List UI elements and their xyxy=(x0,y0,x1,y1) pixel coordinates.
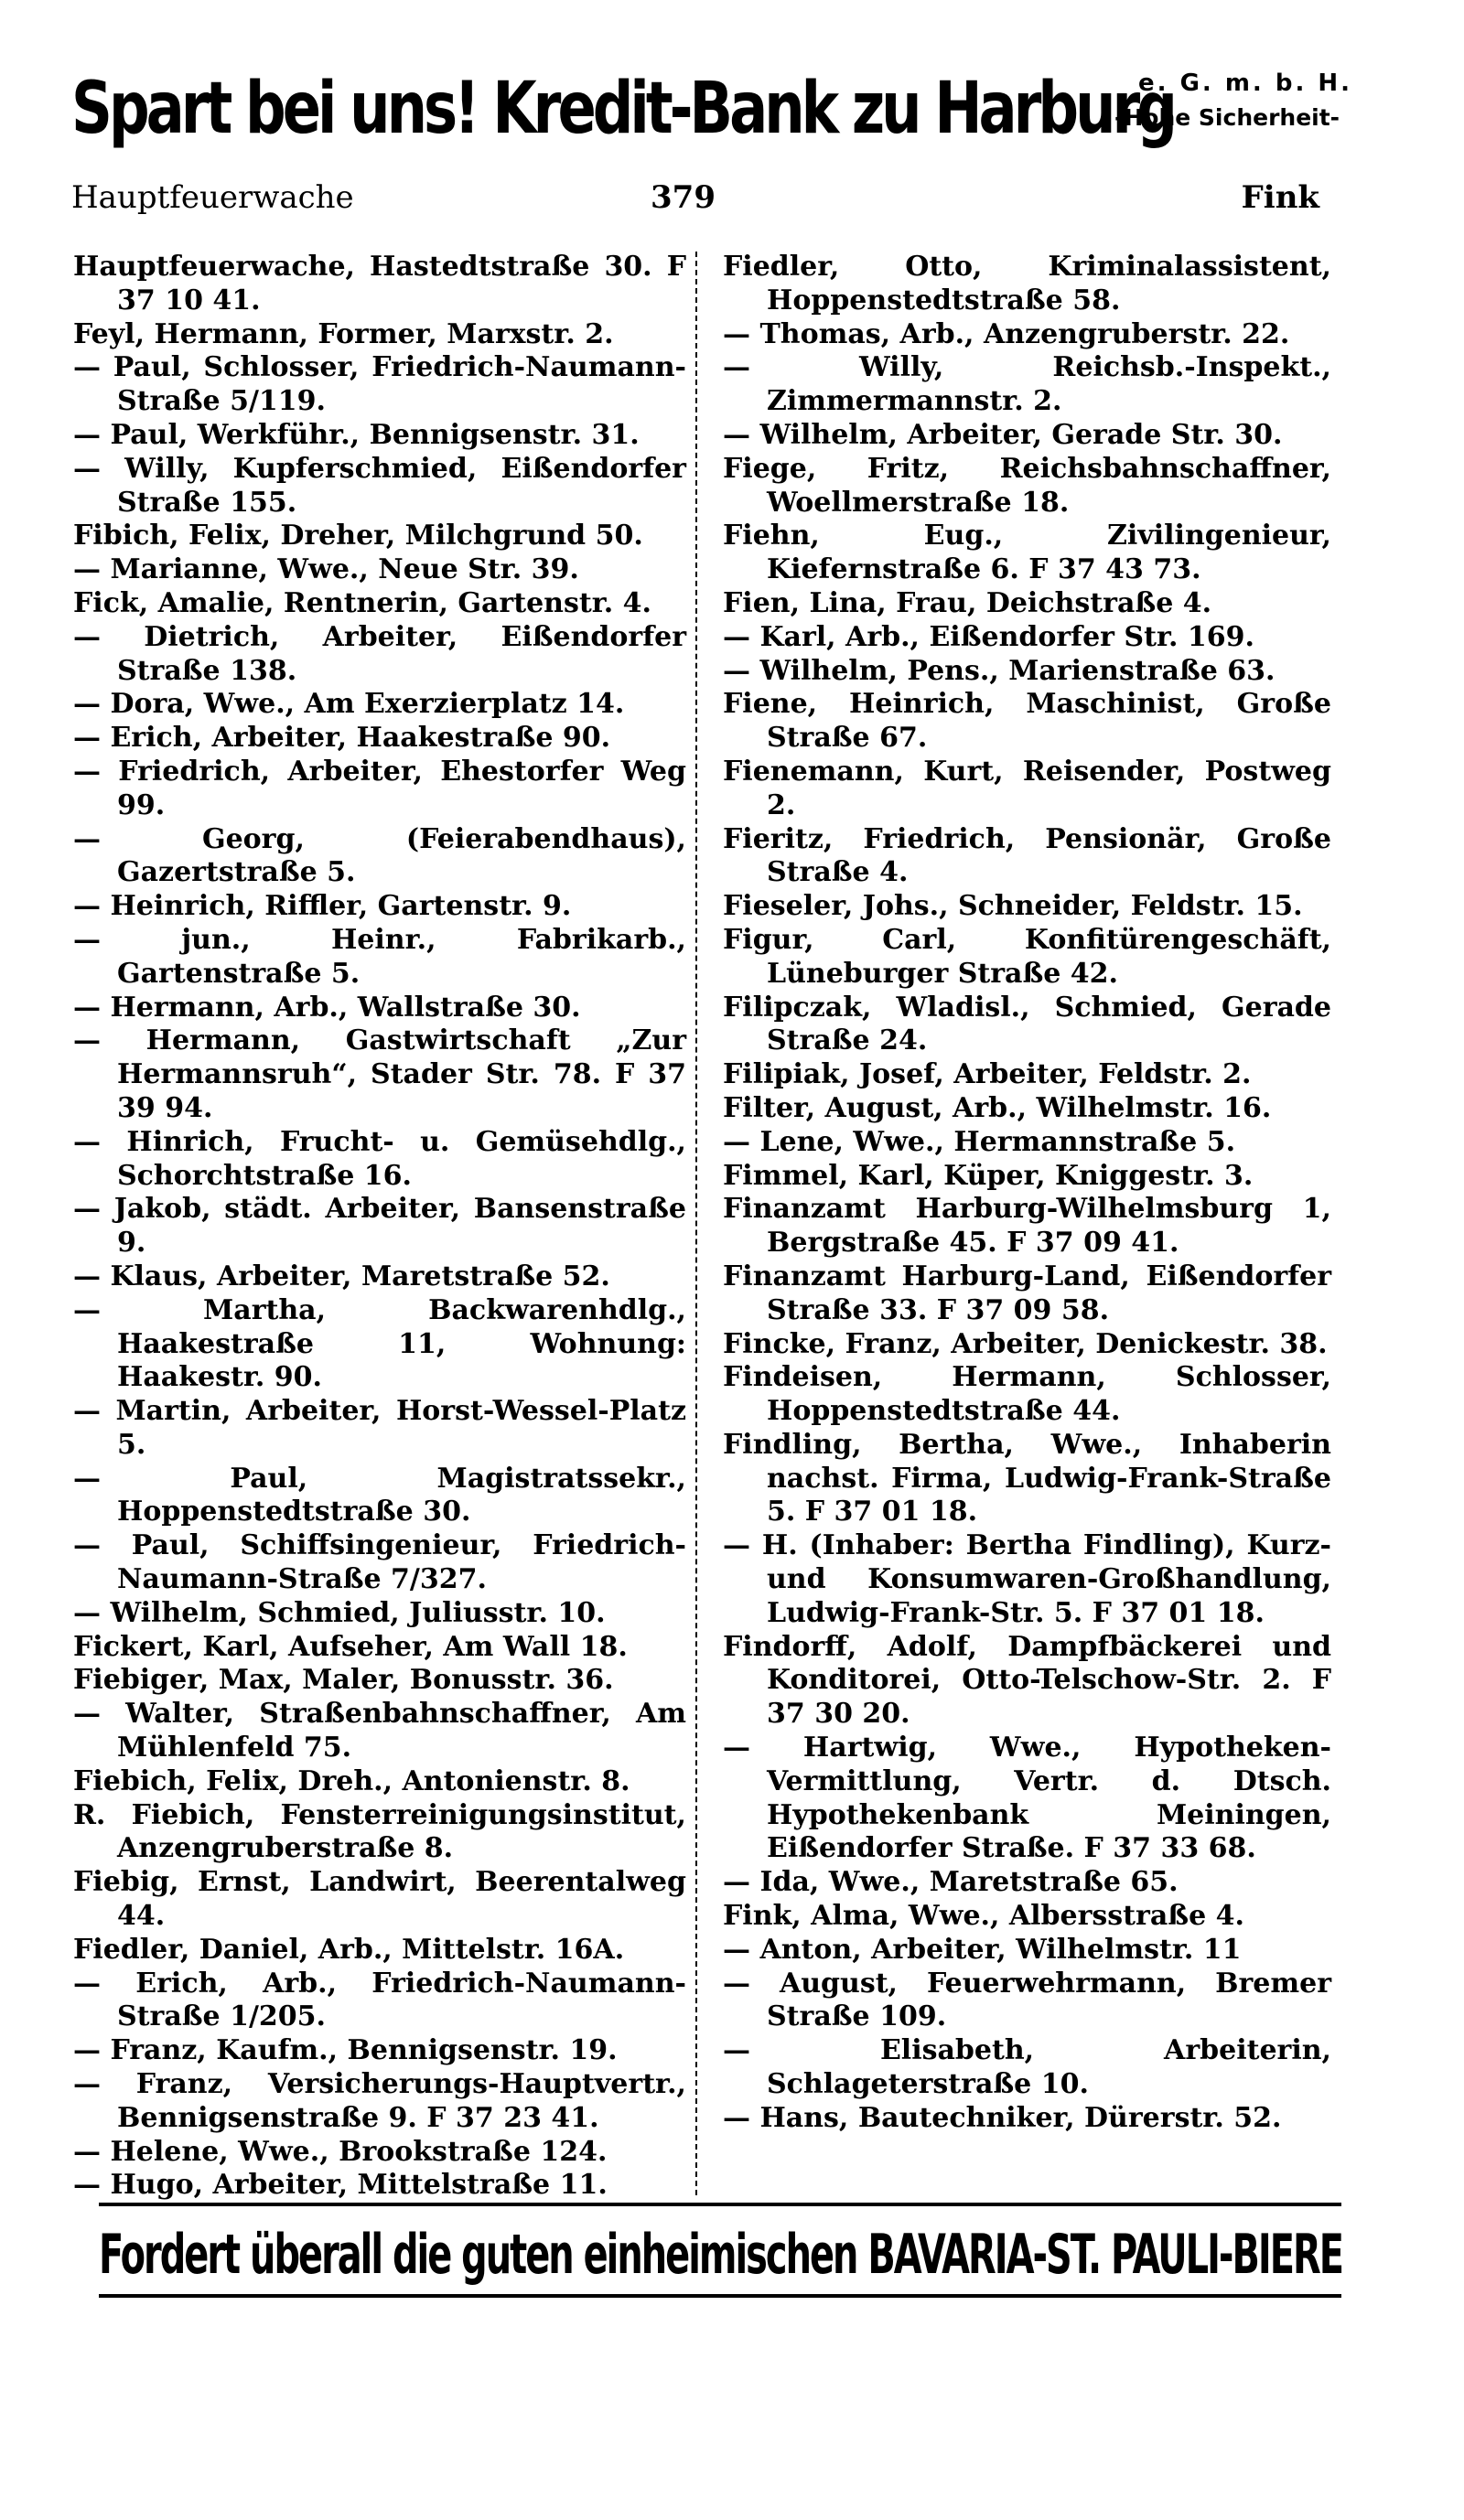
directory-entry: Fiebig, Ernst, Landwirt, Beerentalweg 44. xyxy=(73,1866,686,1933)
directory-entry: — Paul, Schiffsingenieur, Friedrich-Naumann-Straße 7/327. xyxy=(73,1529,686,1596)
directory-entry: Fink, Alma, Wwe., Albersstraße 4. xyxy=(723,1900,1244,1933)
directory-entry: — Willy, Kupferschmied, Eißendorfer Straße 155. xyxy=(73,452,686,519)
directory-entry: — Hermann, Arb., Wallstraße 30. xyxy=(73,991,581,1024)
directory-entry: Fickert, Karl, Aufseher, Am Wall 18. xyxy=(73,1630,628,1663)
directory-entry: Fiedler, Daniel, Arb., Mittelstr. 16A. xyxy=(73,1933,625,1966)
directory-entry: Fiege, Fritz, Reichsbahnschaffner, Woellmerstraße 18. xyxy=(723,452,1331,519)
directory-entry: Filter, August, Arb., Wilhelmstr. 16. xyxy=(723,1091,1272,1124)
directory-entry: Figur, Carl, Konfitürengeschäft, Lüneburger Straße 42. xyxy=(723,923,1331,990)
directory-entry: Fienemann, Kurt, Reisender, Postweg 2. xyxy=(723,755,1331,821)
directory-entry: — Heinrich, Riffler, Gartenstr. 9. xyxy=(73,890,572,923)
header-first-entry: Hauptfeuerwache xyxy=(71,179,354,216)
directory-entry: Filipczak, Wladisl., Schmied, Gerade Straße 24. xyxy=(723,991,1331,1057)
directory-entry: Filipiak, Josef, Arbeiter, Feldstr. 2. xyxy=(723,1058,1252,1091)
directory-entry: — Erich, Arb., Friedrich-Naumann-Straße 1/205. xyxy=(73,1967,686,2033)
directory-entry: — Georg, (Feierabendhaus), Gazertstraße 5. xyxy=(73,822,686,889)
directory-entry: — Paul, Schlosser, Friedrich-Naumann-Straße 5/119. xyxy=(73,351,686,418)
directory-entry: — Wilhelm, Schmied, Juliusstr. 10. xyxy=(73,1596,606,1629)
directory-entry: Feyl, Hermann, Former, Marxstr. 2. xyxy=(73,317,614,350)
beer-slogan: Fordert überall die guten einheimischen BAVARIA-ST. PAULI-BIERE xyxy=(99,2223,1343,2287)
page-number: 379 xyxy=(651,179,716,216)
directory-entry: Fiedler, Otto, Kriminalassistent, Hoppenstedtstraße 58. xyxy=(723,251,1331,316)
directory-entry: — Franz, Kaufm., Bennigsenstr. 19. xyxy=(73,2034,618,2067)
directory-entry: — Jakob, städt. Arbeiter, Bansenstraße 9. xyxy=(73,1193,686,1260)
directory-entry: Findeisen, Hermann, Schlosser, Hoppenstedtstraße 44. xyxy=(723,1361,1331,1428)
directory-entry: R. Fiebich, Fensterreinigungsinstitut, Anzengruberstraße 8. xyxy=(73,1798,686,1865)
bank-tagline: -Hohe Sicherheit- xyxy=(1114,104,1340,131)
directory-entry: Fien, Lina, Frau, Deichstraße 4. xyxy=(723,586,1212,619)
directory-entry: — Helene, Wwe., Brookstraße 124. xyxy=(73,2135,608,2168)
directory-entry: Fincke, Franz, Arbeiter, Denickestr. 38. xyxy=(723,1327,1328,1360)
directory-entry: Findorff, Adolf, Dampfbäckerei und Konditorei, Otto-Telschow-Str. 2. F 37 30 20. xyxy=(723,1630,1331,1731)
directory-entry: — H. (Inhaber: Bertha Findling), Kurz- und Konsumwaren-Großhandlung, Ludwig-Frank-Str. 5. F 37 01 18. xyxy=(723,1529,1331,1629)
directory-entry: Fieseler, Johs., Schneider, Feldstr. 15. xyxy=(723,890,1303,923)
directory-entry: — Karl, Arb., Eißendorfer Str. 169. xyxy=(723,620,1254,653)
directory-entry: — Hans, Bautechniker, Dürerstr. 52. xyxy=(723,2101,1282,2134)
directory-entry: — Paul, Magistratssekr., Hoppenstedtstraße 30. xyxy=(73,1462,686,1528)
directory-entry: Fiebiger, Max, Maler, Bonusstr. 36. xyxy=(73,1664,614,1697)
directory-entry: — Paul, Werkführ., Bennigsenstr. 31. xyxy=(73,418,640,451)
directory-entry: Finanzamt Harburg-Wilhelmsburg 1, Bergstraße 45. F 37 09 41. xyxy=(723,1193,1331,1260)
column-divider xyxy=(695,252,697,2195)
directory-entry: Findling, Bertha, Wwe., Inhaberin nachst. Firma, Ludwig-Frank-Straße 5. F 37 01 18. xyxy=(723,1428,1331,1528)
directory-entry: Fick, Amalie, Rentnerin, Gartenstr. 4. xyxy=(73,586,651,619)
directory-entry: — August, Feuerwehrmann, Bremer Straße 109. xyxy=(723,1967,1331,2033)
top-advertisement xyxy=(71,62,1398,154)
directory-entry: — jun., Heinr., Fabrikarb., Gartenstraße 5. xyxy=(73,923,686,990)
bank-slogan: Spart bei uns! Kredit-Bank zu Harburg xyxy=(71,68,1174,150)
left-column xyxy=(73,251,686,2203)
ad-rule-top xyxy=(99,2203,1341,2206)
directory-entry: — Hartwig, Wwe., Hypotheken-Vermittlung, Vertr. d. Dtsch. Hypothekenbank Meiningen, Eißendorfer Straße. F 37 33 68. xyxy=(723,1732,1331,1865)
directory-entry: — Elisabeth, Arbeiterin, Schlageterstraße 10. xyxy=(723,2034,1331,2101)
directory-entry: Fiene, Heinrich, Maschinist, Große Straße 67. xyxy=(723,688,1331,755)
directory-entry: — Dietrich, Arbeiter, Eißendorfer Straße 138. xyxy=(73,620,686,687)
directory-entry: — Klaus, Arbeiter, Maretstraße 52. xyxy=(73,1260,610,1292)
directory-entry: Fieritz, Friedrich, Pensionär, Große Straße 4. xyxy=(723,822,1331,889)
directory-entry: — Erich, Arbeiter, Haakestraße 90. xyxy=(73,722,611,755)
directory-entry: — Martin, Arbeiter, Horst-Wessel-Platz 5. xyxy=(73,1395,686,1461)
directory-entry: — Hugo, Arbeiter, Mittelstraße 11. xyxy=(73,2169,608,2202)
directory-entry: Fimmel, Karl, Küper, Kniggestr. 3. xyxy=(723,1159,1254,1192)
directory-entry: — Dora, Wwe., Am Exerzierplatz 14. xyxy=(73,688,625,721)
directory-entry: — Walter, Straßenbahnschaffner, Am Mühlenfeld 75. xyxy=(73,1698,686,1764)
directory-entry: — Marianne, Wwe., Neue Str. 39. xyxy=(73,553,579,586)
directory-entry: Finanzamt Harburg-Land, Eißendorfer Straße 33. F 37 09 58. xyxy=(723,1260,1331,1326)
directory-entry: — Wilhelm, Arbeiter, Gerade Str. 30. xyxy=(723,418,1283,451)
directory-entry: — Ida, Wwe., Maretstraße 65. xyxy=(723,1866,1179,1899)
directory-entry: — Friedrich, Arbeiter, Ehestorfer Weg 99. xyxy=(73,755,686,821)
directory-entry: Fibich, Felix, Dreher, Milchgrund 50. xyxy=(73,520,643,552)
directory-entry: Hauptfeuerwache, Hastedtstraße 30. F 37 10 41. xyxy=(73,251,686,316)
directory-entry: — Thomas, Arb., Anzengruberstr. 22. xyxy=(723,317,1290,350)
bank-legal-form: e. G. m. b. H. xyxy=(1138,70,1353,97)
directory-entry: — Hinrich, Frucht- u. Gemüsehdlg., Schorchtstraße 16. xyxy=(73,1125,686,1192)
directory-entry: — Hermann, Gastwirtschaft „Zur Hermannsruh“, Stader Str. 78. F 37 39 94. xyxy=(73,1024,686,1124)
directory-entry: — Martha, Backwarenhdlg., Haakestraße 11, Wohnung: Haakestr. 90. xyxy=(73,1293,686,1394)
bottom-advertisement xyxy=(99,2203,1341,2303)
directory-entry: Fiehn, Eug., Zivilingenieur, Kiefernstraße 6. F 37 43 73. xyxy=(723,520,1331,586)
running-header xyxy=(71,179,1319,225)
header-last-entry: Fink xyxy=(1241,179,1319,216)
directory-entry: — Willy, Reichsb.-Inspekt., Zimmermannstr. 2. xyxy=(723,351,1331,418)
directory-entry: — Lene, Wwe., Hermannstraße 5. xyxy=(723,1125,1236,1158)
directory-entry: — Franz, Versicherungs-Hauptvertr., Bennigsenstraße 9. F 37 23 41. xyxy=(73,2068,686,2134)
directory-entry: — Wilhelm, Pens., Marienstraße 63. xyxy=(723,654,1276,687)
directory-entry: Fiebich, Felix, Dreh., Antonienstr. 8. xyxy=(73,1764,630,1797)
right-column xyxy=(723,251,1331,2136)
directory-entry: — Anton, Arbeiter, Wilhelmstr. 11 xyxy=(723,1933,1242,1966)
ad-rule-bottom xyxy=(99,2294,1341,2298)
